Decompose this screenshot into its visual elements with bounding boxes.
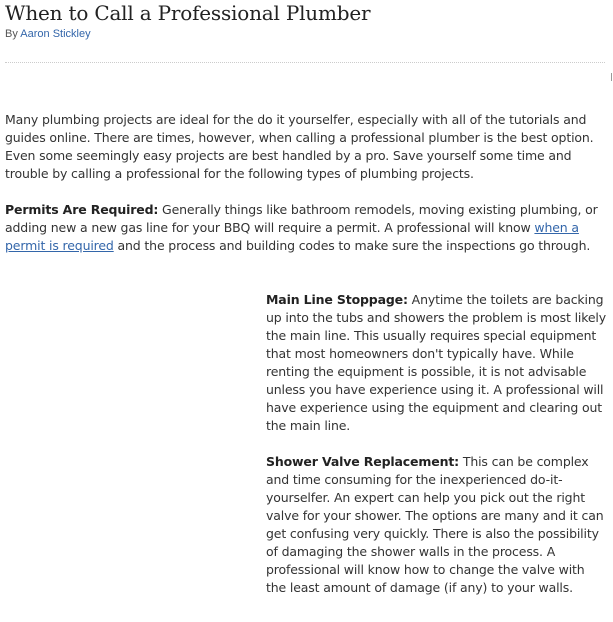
main-line-heading: Main Line Stoppage:: [266, 292, 408, 307]
article-title: When to Call a Professional Plumber: [5, 1, 371, 25]
shower-valve-heading: Shower Valve Replacement:: [266, 454, 460, 469]
permits-heading: Permits Are Required:: [5, 202, 159, 217]
permits-paragraph: [5, 201, 605, 255]
main-line-text: Anytime the toilets are backing up into the tubs and showers the problem is most likely the main line. This usually requires special equipment that most homeowners don't typically have. While renting the equipment is possible, it is not advisable unless you have experience using it. A professional will have experience using the equipment and clearing out the main line.: [266, 292, 606, 433]
byline-prefix: By: [5, 28, 21, 40]
author-link[interactable]: Aaron Stickley: [20, 28, 91, 40]
divider: [5, 62, 605, 63]
shower-valve-paragraph: [266, 453, 606, 597]
permit-required-link[interactable]: when a permit is required: [5, 220, 579, 253]
shower-valve-text: This can be complex and time consuming for the inexperienced do-it-yourselfer. An expert can help you pick out the right valve for your shower. The options are many and it can get confusing very quickly. There is also the possibility of damaging the shower walls in the process. A professional will know how to change the valve with the least amount of damage (if any) to your walls.: [266, 454, 604, 595]
intro-paragraph: Many plumbing projects are ideal for the do it yourselfer, especially with all of the tutorials and guides online. There are times, however, when calling a professional plumber is the best option. Even some seemingly easy projects are best handled by a pro. Save yourself some time and trouble by calling a professional for the following types of plumbing projects.: [5, 112, 594, 181]
main-line-paragraph: [266, 291, 606, 435]
permits-text-before: Generally things like bathroom remodels, moving existing plumbing, or adding new a new gas line for your BBQ will require a permit. A professional will know: [5, 202, 598, 235]
byline: [5, 28, 91, 40]
permits-text-after: and the process and building codes to make sure the inspections go through.: [113, 238, 591, 253]
edge-mark: [611, 73, 612, 81]
